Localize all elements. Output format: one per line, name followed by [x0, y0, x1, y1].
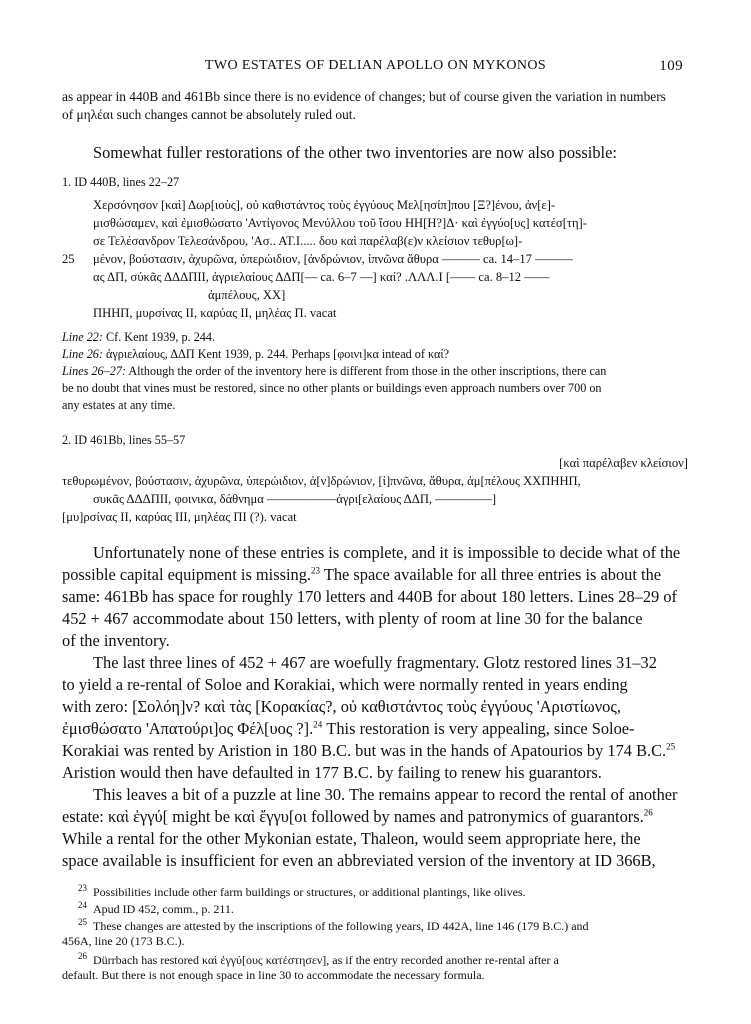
- footnote-ref-24[interactable]: 24: [313, 719, 323, 730]
- inventory-2-heading: 2. ID 461Bb, lines 55–57: [62, 433, 186, 447]
- footnote-number: 26: [78, 951, 87, 961]
- footnote-ref-26[interactable]: 26: [643, 807, 653, 818]
- page-number: 109: [659, 58, 683, 74]
- inventory-1-note: [62, 364, 606, 379]
- running-title: TWO ESTATES OF DELIAN APOLLO ON MYKONOS: [204, 58, 547, 73]
- body-line: The last three lines of 452 + 467 are woefully fragmentary. Glotz restored lines 31–32: [93, 653, 657, 672]
- inventory-2-line: [καὶ παρέλαβεν κλείσιον]: [559, 456, 688, 470]
- inventory-1-note-continued: be no doubt that vines must be restored, since no other plants or buildings even approach numbers over 700 on: [62, 381, 602, 395]
- body-text: estate: καὶ ἐγγύ[ might be καὶ ἔγγυ[οι followed by names and patronymics of guarantors.: [62, 807, 644, 826]
- footnote-26: [78, 951, 559, 968]
- inventory-2-line: συκᾶς ΔΔΔΠΙΙ, φοινικα, δάθνημα –––––––––––ἀγρι[ελαίους ΔΔΠ, –––––––––]: [93, 492, 497, 506]
- body-line: Unfortunately none of these entries is complete, and it is impossible to decide what of the: [93, 543, 681, 562]
- body-line: same: 461Bb has space for roughly 170 letters and 440B for about 180 letters. Lines 28–29 of: [62, 587, 677, 606]
- note-label: Line 22:: [62, 330, 103, 344]
- footnote-number: 23: [78, 883, 87, 893]
- inventory-2-line: [μυ]ρσίνας ΙΙ, καρύας ΙΙΙ, μηλέας ΠΙ (?). vacat: [62, 510, 297, 524]
- inventory-1-line-number: 25: [62, 252, 75, 266]
- footnote-text: These changes are attested by the inscriptions of the following years, ID 442A, line 146 (179 B.C.) and: [93, 919, 589, 933]
- inventory-1-line: σε Τελέσανδρον Τελεσάνδρου, 'Ασ.. ΑΤ.Ι..... δου καὶ παρέλαβ(ε)ν κλείσιον τεθυρ[ω]-: [93, 234, 523, 248]
- footnote-text: Apud ID 452, comm., p. 211.: [93, 902, 234, 916]
- inventory-1-line: μισθώσαμεν, καὶ ἐμισθώσατο 'Αντίγονος Μενύλλου τοῦ ἴσου ΗΗ[Η?]Δ· καὶ ἐγγύο[υς] κατέσ[τη]-: [93, 216, 587, 230]
- inventory-1-note: [62, 330, 215, 345]
- footnote-ref-25[interactable]: 25: [666, 741, 676, 752]
- inventory-1-line: ΠΗΗΠ, μυρσίνας ΙΙ, καρύας ΙΙ, μηλέας Π. vacat: [93, 306, 337, 320]
- inventory-1-line: ἀμπέλους, XX]: [208, 288, 286, 302]
- body-text: ἐμισθώσατο 'Απατούρι]ος Φέλ[υος ?].: [62, 719, 314, 738]
- intro-line-1: as appear in 440B and 461Bb since there is no evidence of changes; but of course given the variation in numbers: [62, 89, 666, 104]
- body-line: [62, 741, 675, 761]
- body-text: Korakiai was rented by Aristion in 180 B.C. but was in the hands of Apatourios by 174 B.C.: [62, 741, 667, 760]
- footnote-ref-23[interactable]: 23: [311, 565, 321, 576]
- inventory-2-line: τεθυρωμένον, βούστασιν, ἀχυρῶνα, ὑπερώιδιον, ἀ[ν]δρώνιον, [ἰ]πνῶνα, ἄθυρα, ἀμ[πέλους XXΠΗΗΠ,: [62, 474, 581, 488]
- note-text: Cf. Kent 1939, p. 244.: [102, 330, 216, 344]
- inventory-1-line: ας ΔΠ, σύκᾶς ΔΔΔΠΙΙ, ἀγριελαίους ΔΔΠ[–– ca. 6–7 ––] καί? .ΛΛΛ.Ι [–––– ca. 8–12 ––––: [93, 270, 550, 284]
- note-text: ἀγριελαίους, ΔΔΠ Kent 1939, p. 244. Perhaps [φοινι]κα intead of καί?: [102, 347, 450, 361]
- body-line: [62, 719, 635, 739]
- body-line: This leaves a bit of a puzzle at line 30. The remains appear to record the rental of another: [93, 785, 678, 804]
- body-line: with zero: [Σολόη]ν? καὶ τὰς [Κορακίας?, οὐ καθιστάντος τοὺς ἐγγύους 'Αριστίωνος,: [62, 697, 621, 716]
- body-line: of the inventory.: [62, 631, 170, 650]
- footnote-26-continued: default. But there is not enough space in line 30 to accommodate the necessary formula.: [62, 968, 485, 982]
- body-line: [62, 807, 653, 827]
- footnote-25: [78, 917, 589, 934]
- footnote-23: [78, 883, 526, 900]
- body-text: This restoration is very appealing, since Soloe-: [322, 719, 635, 738]
- inventory-1-note-continued: any estates at any time.: [62, 398, 176, 412]
- footnote-24: [78, 900, 234, 917]
- body-line: 452 + 467 accommodate about 150 letters, with plenty of room at line 30 for the balance: [62, 609, 643, 628]
- note-label: Lines 26–27:: [62, 364, 126, 378]
- inventory-1-line: μένον, βούστασιν, ἀχυρῶνα, ὑπερώιδιον, [ἀνδρώνιον, ἰπνῶνα ἄθυρα –––––– ca. 14–17 ––––––: [93, 252, 573, 266]
- note-label: Line 26:: [62, 347, 103, 361]
- body-text: The space available for all three entries is about the: [320, 565, 662, 584]
- footnote-number: 24: [78, 900, 87, 910]
- body-line: space available is insufficient for even an abbreviated version of the inventory at ID 366B,: [62, 851, 656, 870]
- body-text: possible capital equipment is missing.: [62, 565, 312, 584]
- body-line: to yield a re-rental of Soloe and Korakiai, which were normally rented in years ending: [62, 675, 628, 694]
- footnote-text: Dürrbach has restored καὶ ἐγγύ[ους κατέστησεν], as if the entry recorded another re-rental after a: [93, 953, 559, 967]
- inventory-1-line: Χερσόνησον [καὶ] Δωρ[ιοὺς], οὐ καθιστάντος τοὺς ἐγγύους Μελ[ησίπ]που [Ξ?]ένου, ἀν[ε]-: [93, 198, 556, 212]
- body-line: While a rental for the other Mykonian estate, Thaleon, would seem appropriate here, the: [62, 829, 641, 848]
- note-text: Although the order of the inventory here is different from those in the other inscriptions, there can: [125, 364, 607, 378]
- footnote-25-continued: 456A, line 20 (173 B.C.).: [62, 934, 185, 948]
- body-line: [62, 565, 661, 585]
- footnote-text: Possibilities include other farm buildings or structures, or additional plantings, like olives.: [93, 885, 526, 899]
- inventory-1-note: [62, 347, 449, 362]
- intro-lead: Somewhat fuller restorations of the other two inventories are now also possible:: [93, 143, 617, 162]
- intro-line-2: of μηλέαι such changes cannot be absolutely ruled out.: [62, 107, 356, 122]
- footnote-number: 25: [78, 917, 87, 927]
- body-line: Aristion would then have defaulted in 177 B.C. by failing to renew his guarantors.: [62, 763, 602, 782]
- inventory-1-heading: 1. ID 440B, lines 22–27: [62, 175, 180, 189]
